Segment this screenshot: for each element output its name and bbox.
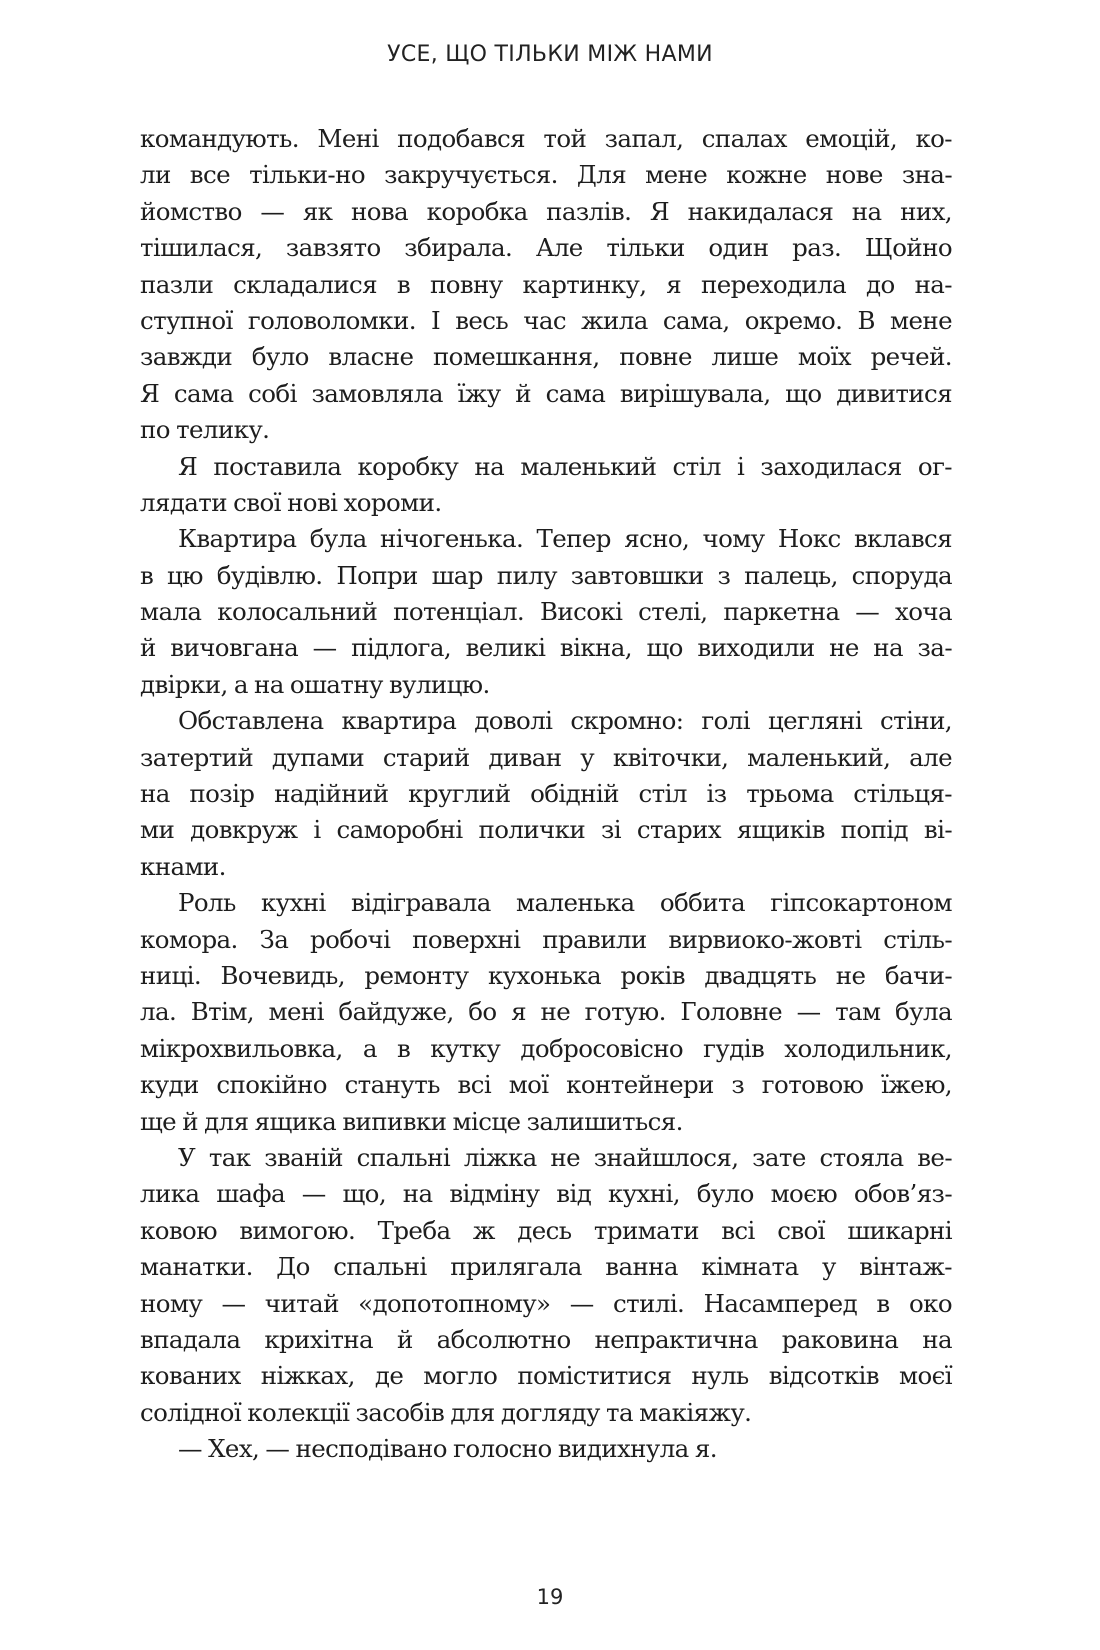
text-line: ла. Втім, мені байдуже, бо я не готую. Головне — там була — [140, 997, 952, 1027]
text-line: манатки. До спальні прилягала ванна кімната у вінтаж- — [140, 1252, 952, 1282]
text-line: ковою вимогою. Треба ж десь тримати всі свої шикарні — [140, 1215, 952, 1245]
text-line: лядати свої нові хороми. — [140, 487, 442, 517]
text-line: солідної колекції засобів для догляду та макіяжу. — [140, 1397, 752, 1427]
running-head: УСЕ, ЩО ТІЛЬКИ МІЖ НАМИ — [387, 42, 713, 67]
paragraph — [140, 1140, 952, 1431]
text-line: мала колосальний потенціал. Високі стелі, паркетна — хоча — [140, 597, 952, 627]
text-line: ли все тільки-но закручується. Для мене кожне нове зна- — [140, 160, 952, 190]
paragraph — [140, 885, 952, 1140]
page-number: 19 — [536, 1585, 564, 1609]
text-line: куди спокійно стануть всі мої контейнери з готовою їжею, — [140, 1070, 952, 1100]
text-line: — Хех, — несподівано голосно видихнула я. — [178, 1434, 717, 1464]
text-line: кнами. — [140, 851, 226, 881]
text-line: тішилася, завзято збирала. Але тільки один раз. Щойно — [140, 233, 952, 263]
text-line: впадала крихітна й абсолютно непрактична раковина на — [140, 1324, 952, 1354]
text-line: У так званій спальні ліжка не знайшлося, зате стояла ве- — [178, 1142, 952, 1172]
body-text — [140, 121, 952, 1467]
paragraph — [140, 703, 952, 885]
text-line: Я сама собі замовляла їжу й сама вирішувала, що дивитися — [140, 378, 952, 408]
text-line: Квартира була нічогенька. Тепер ясно, чому Нокс вклався — [178, 524, 952, 554]
text-line: двірки, а на ошатну вулицю. — [140, 669, 490, 699]
paragraph — [140, 121, 952, 449]
text-line: ному — читай «допотопному» — стилі. Насамперед в око — [140, 1288, 952, 1318]
text-line: й вичовгана — підлога, великі вікна, що виходили не на за- — [140, 633, 952, 663]
text-line: командують. Мені подобався той запал, спалах емоцій, ко- — [140, 124, 952, 153]
text-line: йомство — як нова коробка пазлів. Я накидалася на них, — [140, 196, 952, 226]
text-line: на позір надійний круглий обідній стіл із трьома стільця- — [140, 779, 952, 809]
text-line: Я поставила коробку на маленький стіл і заходилася ог- — [178, 451, 952, 481]
text-line: кованих ніжках, де могло поміститися нуль відсотків моєї — [140, 1361, 952, 1391]
text-line: ниці. Вочевидь, ремонту кухонька років двадцять не бачи- — [140, 960, 952, 990]
text-line: ступної головоломки. І весь час жила сама, окремо. В мене — [140, 305, 952, 335]
text-line: затертий дупами старий диван у квіточки, маленький, але — [140, 742, 952, 772]
text-line: ще й для ящика випивки місце залишиться. — [140, 1106, 683, 1136]
paragraph — [140, 521, 952, 703]
text-line: лика шафа — що, на відміну від кухні, було моєю обов’яз- — [140, 1179, 952, 1209]
text-line: мікрохвильовка, а в кутку добросовісно гудів холодильник, — [140, 1033, 952, 1063]
text-line: ми довкруж і саморобні полички зі старих ящиків попід ві- — [140, 815, 952, 845]
text-line: Роль кухні відігравала маленька оббита гіпсокартоном — [178, 888, 952, 918]
dialogue-paragraph — [140, 1431, 952, 1467]
paragraph — [140, 449, 952, 522]
text-line: Обставлена квартира доволі скромно: голі цегляні стіни, — [178, 706, 952, 736]
text-line: пазли складалися в повну картинку, я переходила до на- — [140, 269, 952, 299]
text-line: по телику. — [140, 415, 270, 445]
text-line: комора. За робочі поверхні правили вирвиоко-жовті стіль- — [140, 924, 952, 954]
text-line: в цю будівлю. Попри шар пилу завтовшки з палець, споруда — [140, 560, 952, 590]
text-line: завжди було власне помешкання, повне лише моїх речей. — [140, 342, 952, 372]
